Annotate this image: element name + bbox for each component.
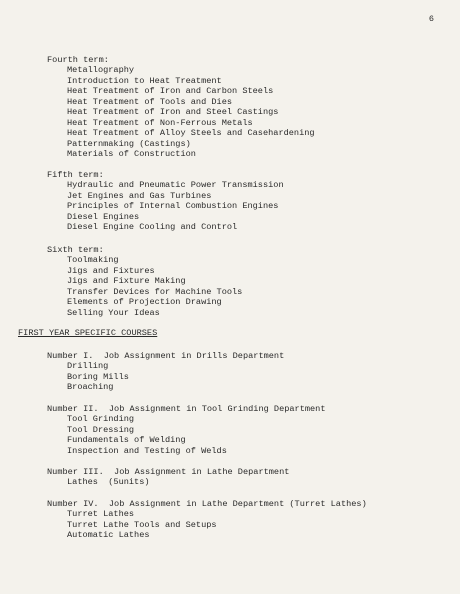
course-item: Diesel Engine Cooling and Control	[67, 222, 238, 233]
assignment-heading: Number III. Job Assignment in Lathe Department	[47, 467, 290, 477]
assignment-heading: Number II. Job Assignment in Tool Grinding Department	[47, 404, 326, 414]
course-item: Introduction to Heat Treatment	[67, 75, 222, 86]
assignment-heading: Number I. Job Assignment in Drills Department	[47, 351, 285, 361]
course-item: Materials of Construction	[67, 149, 196, 160]
course-item: Principles of Internal Combustion Engines	[67, 201, 279, 212]
course-item: Tool Grinding	[67, 414, 135, 425]
course-item: Jigs and Fixture Making	[67, 276, 186, 287]
course-item: Heat Treatment of Iron and Steel Castings	[67, 107, 279, 118]
course-item: Hydraulic and Pneumatic Power Transmission	[67, 180, 284, 191]
course-item: Broaching	[67, 382, 114, 393]
course-item: Jet Engines and Gas Turbines	[67, 190, 212, 201]
course-item: Selling Your Ideas	[67, 307, 160, 318]
course-item: Heat Treatment of Tools and Dies	[67, 96, 233, 107]
course-item: Lathes (5units)	[67, 477, 150, 488]
course-item: Drilling	[67, 361, 109, 372]
course-item: Boring Mills	[67, 371, 129, 382]
course-item: Metallography	[67, 65, 135, 76]
course-item: Heat Treatment of Iron and Carbon Steels	[67, 86, 274, 97]
course-item: Jigs and Fixtures	[67, 265, 155, 276]
course-item: Toolmaking	[67, 255, 119, 266]
page-number: 6	[428, 14, 434, 24]
course-item: Turret Lathe Tools and Setups	[67, 519, 217, 530]
section-heading: FIRST YEAR SPECIFIC COURSES	[18, 328, 158, 338]
course-item: Heat Treatment of Non-Ferrous Metals	[67, 117, 253, 128]
course-item: Tool Dressing	[67, 424, 135, 435]
course-item: Transfer Devices for Machine Tools	[67, 286, 243, 297]
course-item: Diesel Engines	[67, 211, 140, 222]
assignment-heading: Number IV. Job Assignment in Lathe Department (Turret Lathes)	[47, 499, 367, 509]
course-item: Inspection and Testing of Welds	[67, 445, 227, 456]
course-item: Turret Lathes	[67, 509, 135, 520]
course-item: Automatic Lathes	[67, 530, 150, 541]
course-item: Patternmaking (Castings)	[67, 138, 191, 149]
course-item: Elements of Projection Drawing	[67, 297, 222, 308]
term-heading: Sixth term:	[47, 245, 104, 255]
term-heading: Fourth term:	[47, 55, 109, 65]
course-item: Fundamentals of Welding	[67, 435, 186, 446]
term-heading: Fifth term:	[47, 170, 104, 180]
course-item: Heat Treatment of Alloy Steels and Casehardening	[67, 128, 315, 139]
